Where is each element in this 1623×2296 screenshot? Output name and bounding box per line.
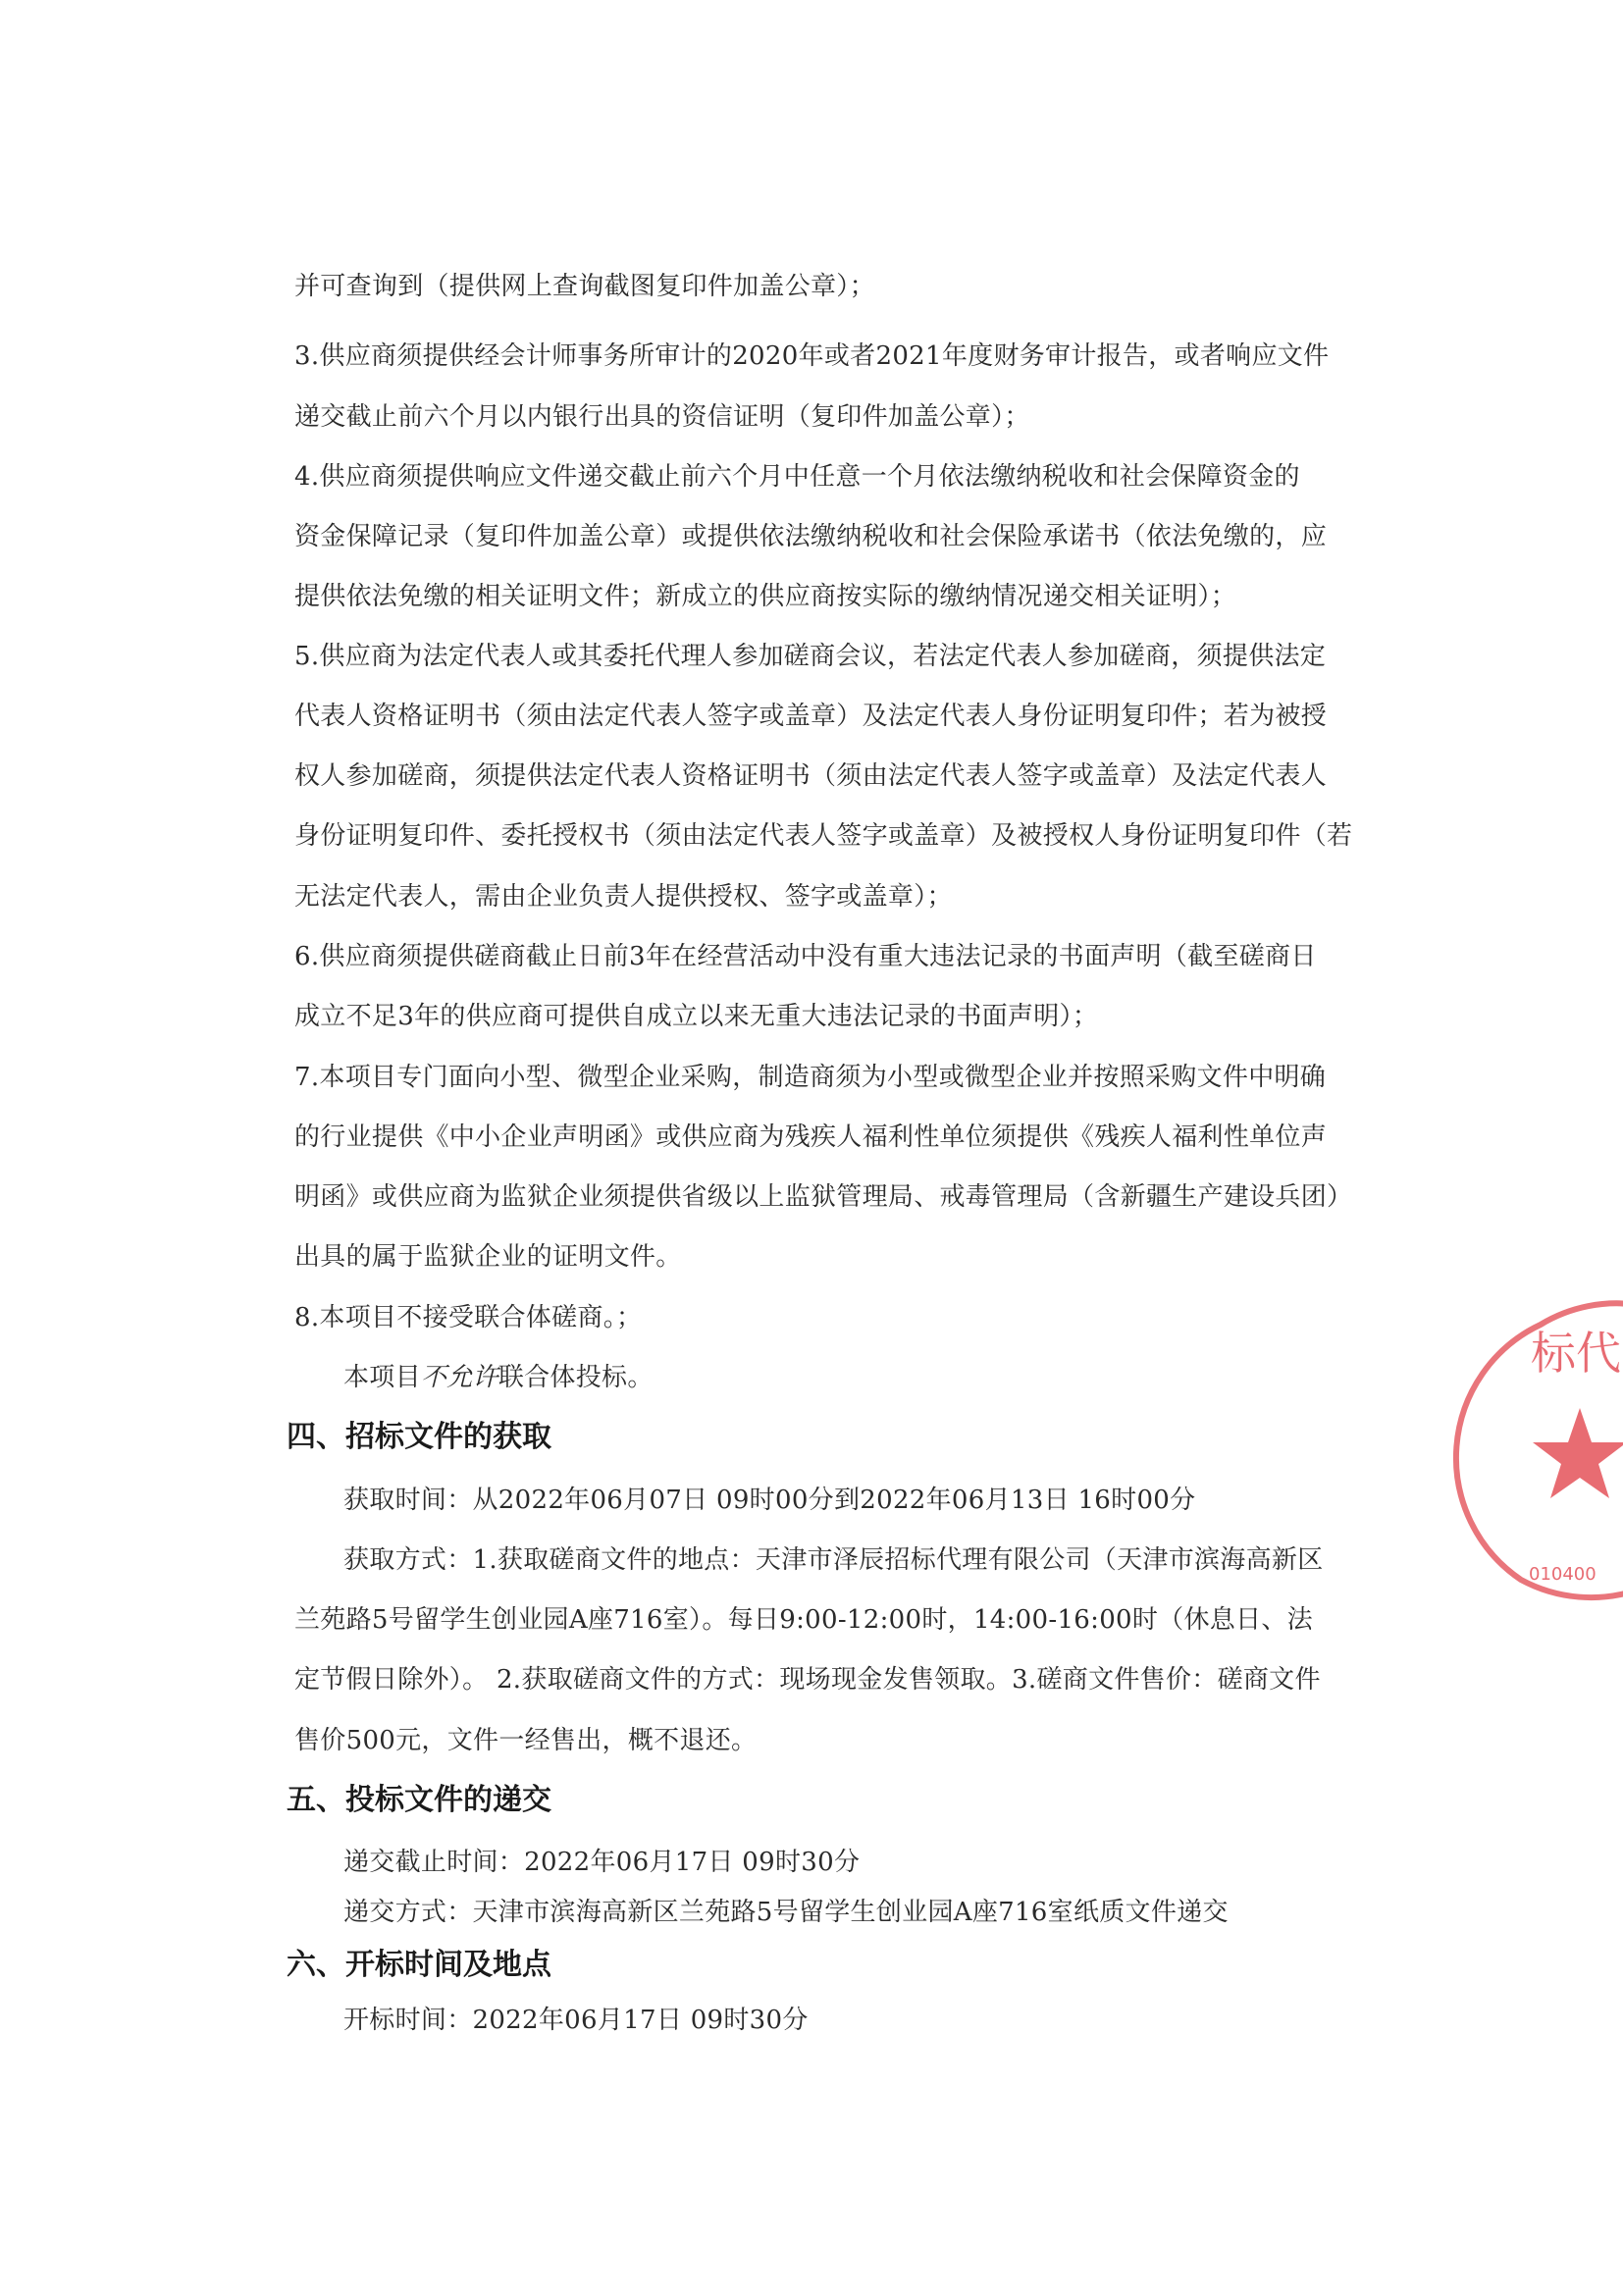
section-4-method-line-1: 获取方式：1.获取磋商文件的地点：天津市泽辰招标代理有限公司（天津市滨海高新区 — [343, 1545, 1324, 1575]
section-4-method-line-2: 兰苑路5号留学生创业园A座716室）。每日9:00-12:00时，14:00-16:00时（休息日、法 — [294, 1605, 1313, 1635]
text-line-7: 5.供应商为法定代表人或其委托代理人参加磋商会议，若法定代表人参加磋商，须提供法定 — [294, 642, 1327, 671]
section-5-heading: 五、投标文件的递交 — [287, 1783, 551, 1817]
section-6-time: 开标时间：2022年06月17日 09时30分 — [343, 2006, 809, 2035]
text-line-4: 4.供应商须提供响应文件递交截止前六个月中任意一个月依法缴纳税收和社会保障资金的 — [294, 462, 1300, 492]
text-line-14: 7.本项目专门面向小型、微型企业采购，制造商须为小型或微型企业并按照采购文件中明确 — [294, 1063, 1327, 1092]
text-line-9: 权人参加磋商，须提供法定代表人资格证明书（须由法定代表人签字或盖章）及法定代表人 — [294, 761, 1328, 791]
text-line-12: 6.供应商须提供磋商截止日前3年在经营活动中没有重大违法记录的书面声明（截至磋商日 — [294, 942, 1317, 971]
consortium-prefix: 本项目 — [343, 1363, 421, 1392]
company-seal-stamp — [1511, 1285, 1623, 1609]
text-line-11: 无法定代表人，需由企业负责人提供授权、签字或盖章）； — [294, 882, 953, 912]
text-line-6: 提供依法免缴的相关证明文件；新成立的供应商按实际的缴纳情况递交相关证明）； — [294, 582, 1237, 611]
text-line-18: 8.本项目不接受联合体磋商。； — [294, 1303, 643, 1332]
text-line-17: 出具的属于监狱企业的证明文件。 — [294, 1242, 682, 1272]
seal-text-bottom: 010400 — [1529, 1564, 1597, 1585]
section-4-method-line-3: 定节假日除外）。 2.获取磋商文件的方式：现场现金发售领取。3.磋商文件售价：磋商文件 — [294, 1665, 1321, 1695]
consortium-statement — [343, 1361, 654, 1394]
section-6-heading: 六、开标时间及地点 — [287, 1948, 551, 1982]
seal-text-top: 标代 — [1531, 1327, 1621, 1380]
section-4-method-line-4: 售价500元，文件一经售出，概不退还。 — [294, 1726, 758, 1755]
text-line-5: 资金保障记录（复印件加盖公章）或提供依法缴纳税收和社会保险承诺书（依法免缴的，应 — [294, 522, 1328, 551]
section-4-heading: 四、招标文件的获取 — [287, 1420, 551, 1454]
text-line-2: 3.供应商须提供经会计师事务所审计的2020年或者2021年度财务审计报告，或者响应文件 — [294, 341, 1330, 371]
consortium-suffix: 联合体投标。 — [497, 1363, 654, 1392]
text-line-13: 成立不足3年的供应商可提供自成立以来无重大违法记录的书面声明）； — [294, 1002, 1099, 1031]
text-line-1: 并可查询到（提供网上查询截图复印件加盖公章）； — [294, 272, 875, 301]
text-line-10: 身份证明复印件、委托授权书（须由法定代表人签字或盖章）及被授权人身份证明复印件（若 — [294, 821, 1353, 851]
section-5-method: 递交方式：天津市滨海高新区兰苑路5号留学生创业园A座716室纸质文件递交 — [343, 1898, 1229, 1927]
text-line-16: 明函》或供应商为监狱企业须提供省级以上监狱管理局、戒毒管理局（含新疆生产建设兵团） — [294, 1182, 1353, 1212]
consortium-emphasis: 不允许 — [420, 1363, 498, 1392]
section-5-deadline: 递交截止时间：2022年06月17日 09时30分 — [343, 1848, 861, 1877]
text-line-15: 的行业提供《中小企业声明函》或供应商为残疾人福利性单位须提供《残疾人福利性单位声 — [294, 1122, 1328, 1152]
section-4-time: 获取时间：从2022年06月07日 09时00分到2022年06月13日 16时00分 — [343, 1486, 1196, 1515]
text-line-3: 递交截止前六个月以内银行出具的资信证明（复印件加盖公章）； — [294, 402, 1030, 432]
text-line-8: 代表人资格证明书（须由法定代表人签字或盖章）及法定代表人身份证明复印件；若为被授 — [294, 702, 1328, 731]
seal-star-icon — [1533, 1408, 1623, 1498]
